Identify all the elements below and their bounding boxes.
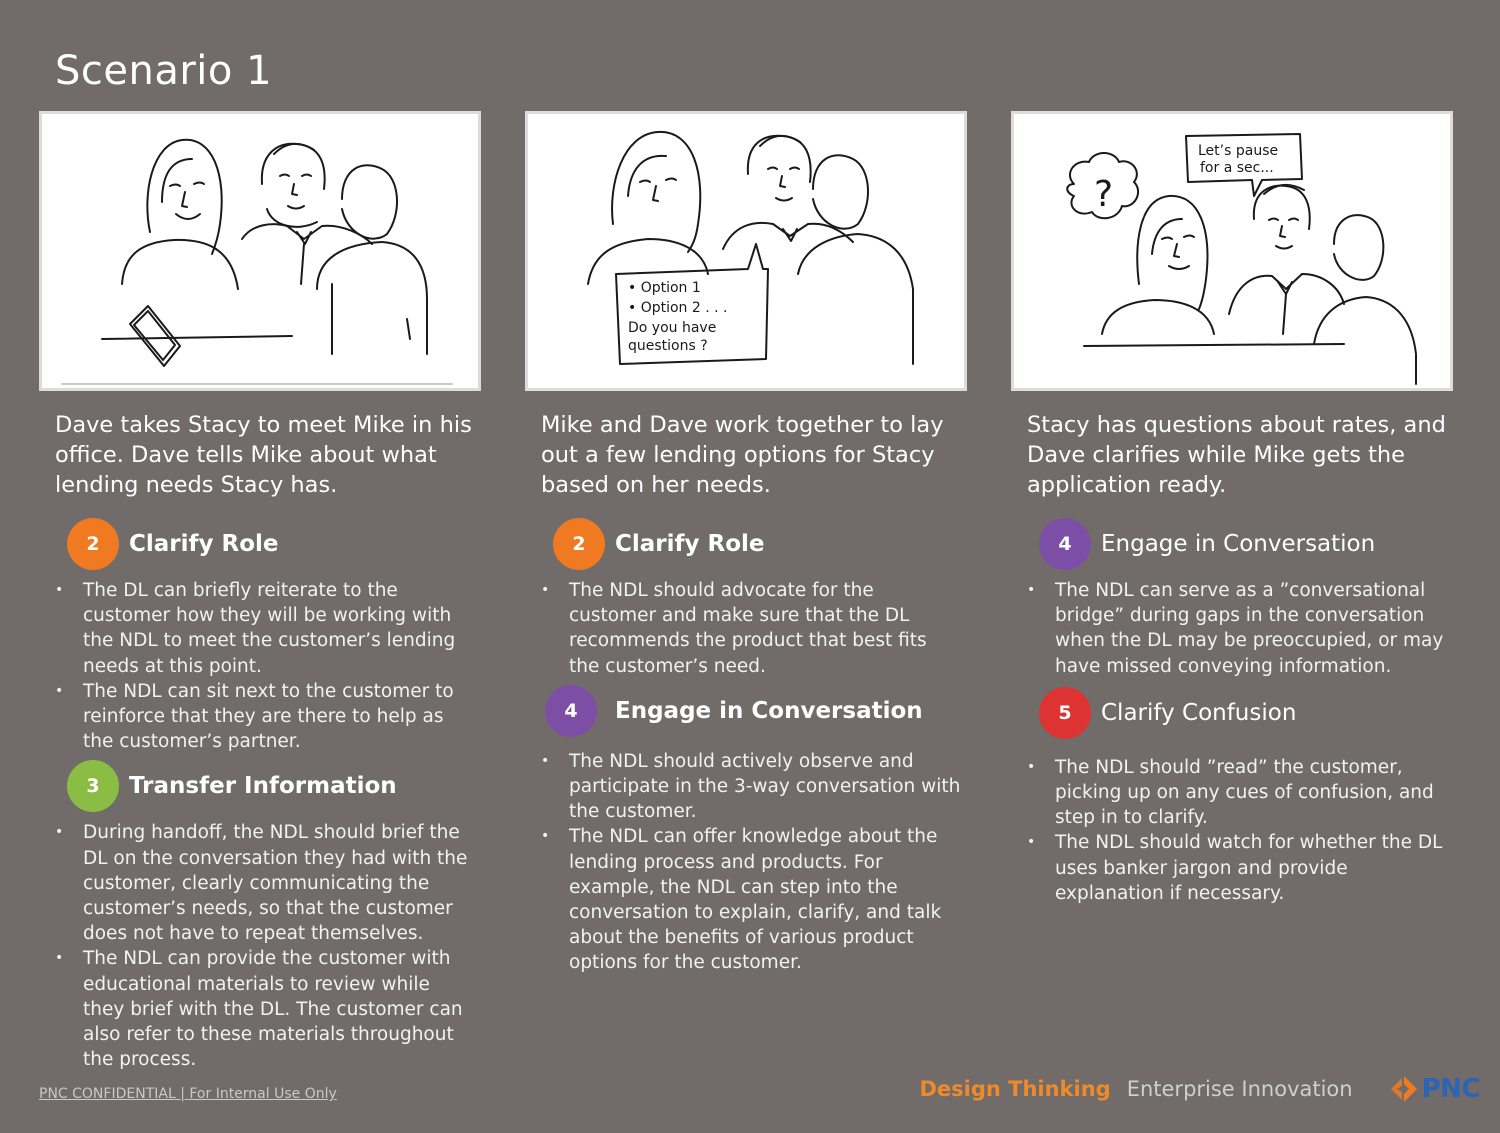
section-title: Engage in Conversation — [1101, 531, 1376, 557]
pnc-logo — [1389, 1074, 1480, 1104]
section-title: Clarify Role — [615, 531, 765, 557]
sketch-text-line: Do you have — [628, 320, 717, 336]
bullet-item: • The NDL should ”read” the customer, picking up on any cues of confusion, and step in to clarify. — [1027, 755, 1447, 831]
sketch-text-line: for a sec... — [1200, 160, 1274, 176]
step-badge-3: 3 — [67, 760, 119, 812]
sketch-text-line: questions ? — [628, 338, 708, 354]
sketch-text-line: • Option 1 — [628, 280, 701, 296]
step-badge-4: 4 — [545, 685, 597, 737]
step-badge-5: 5 — [1039, 687, 1091, 739]
pnc-logo-icon — [1389, 1074, 1419, 1104]
section-title: Clarify Confusion — [1101, 699, 1297, 726]
section-engage-in-conversation — [1027, 516, 1453, 679]
bullet-list — [541, 749, 961, 976]
bullet-item: • The NDL should actively observe and participate in the 3-way conversation with the customer. — [541, 749, 961, 825]
section-clarify-role — [541, 516, 967, 679]
sketch-text-line: • Option 2 . . . — [628, 300, 728, 316]
sketch-text-question: ? — [1094, 174, 1114, 215]
enterprise-innovation-label: Enterprise Innovation — [1126, 1077, 1353, 1101]
bullet-list — [1027, 578, 1447, 679]
bullet-item: • During handoff, the NDL should brief the DL on the conversation they had with the customer, clearly communicating the customer’s needs, so that the customer does not have to repeat themselves. — [55, 820, 475, 946]
sketch-illustration-meeting — [42, 114, 478, 388]
bullet-item: • The NDL can sit next to the customer to reinforce that they are there to help as the customer’s partner. — [55, 679, 475, 755]
step-badge-2: 2 — [67, 518, 119, 570]
step-badge-4: 4 — [1039, 518, 1091, 570]
bullet-item: • The NDL can offer knowledge about the lending process and products. For example, the NDL can step into the conversation to explain, clarify, and talk about the benefits of various product options for the customer. — [541, 824, 961, 975]
scenario-column-2 — [525, 111, 967, 976]
section-title: Transfer Information — [129, 773, 397, 800]
panel-2-caption: Mike and Dave work together to lay out a few lending options for Stacy based on her needs. — [541, 412, 944, 498]
page-title: Scenario 1 — [55, 48, 273, 94]
bullet-list — [541, 578, 961, 679]
section-clarify-role — [55, 516, 481, 754]
bullet-item: • The DL can briefly reiterate to the customer how they will be working with the NDL to meet the customer’s lending needs at this point. — [55, 578, 475, 679]
sketch-illustration-pause — [1014, 114, 1450, 388]
sketch-text-line: Let’s pause — [1198, 143, 1279, 159]
sketch-panel-1 — [39, 111, 481, 391]
sketch-illustration-options — [528, 114, 964, 388]
bullet-item: • The NDL should advocate for the customer and make sure that the DL recommends the product that best fits the customer’s need. — [541, 578, 961, 679]
section-title: Engage in Conversation — [615, 697, 923, 724]
section-title: Clarify Role — [129, 531, 279, 557]
sketch-panel-2 — [525, 111, 967, 391]
panel-1-caption: Dave takes Stacy to meet Mike in his office. Dave tells Mike about what lending needs Stacy has. — [55, 412, 472, 498]
bullet-item: • The NDL can provide the customer with educational materials to review while they brief with the DL. The customer can also refer to these materials throughout the process. — [55, 946, 475, 1072]
step-badge-2: 2 — [553, 518, 605, 570]
bullet-item: • The NDL should watch for whether the DL uses banker jargon and provide explanation if necessary. — [1027, 830, 1447, 906]
bullet-list — [1027, 755, 1447, 906]
scenario-column-1 — [39, 111, 481, 1072]
confidential-notice: PNC CONFIDENTIAL | For Internal Use Only — [39, 1086, 337, 1102]
footer-branding — [919, 1074, 1480, 1104]
bullet-item: • The NDL can serve as a ”conversational bridge” during gaps in the conversation when the DL may be preoccupied, or may have missed conveying information. — [1027, 578, 1447, 679]
scenario-column-3 — [1011, 111, 1453, 906]
section-clarify-confusion — [1027, 685, 1453, 906]
bullet-list — [55, 820, 475, 1072]
section-engage-in-conversation — [541, 683, 967, 976]
panel-3-caption: Stacy has questions about rates, and Dave clarifies while Mike gets the application ready. — [1027, 412, 1446, 498]
design-thinking-label: Design Thinking — [919, 1077, 1111, 1101]
sketch-panel-3 — [1011, 111, 1453, 391]
pnc-logo-text: PNC — [1421, 1074, 1480, 1104]
bullet-list — [55, 578, 475, 754]
section-transfer-information — [55, 758, 481, 1072]
